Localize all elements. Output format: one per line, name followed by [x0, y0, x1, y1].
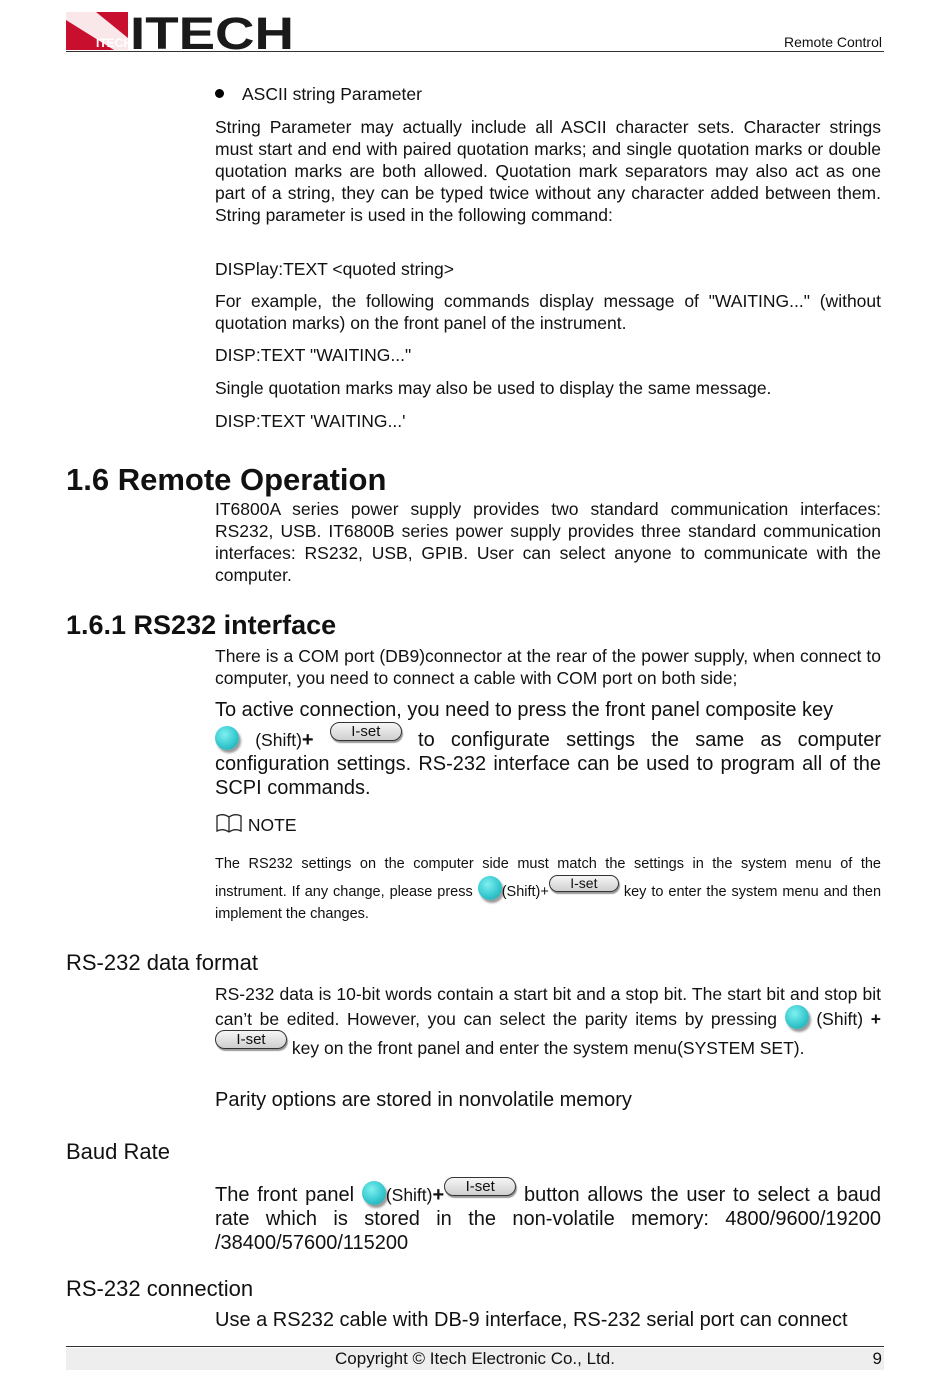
note-heading — [215, 813, 297, 836]
note-text — [215, 853, 881, 925]
ascii-paragraph-1: String Parameter may actually include all ASCII character sets. Character strings must start and end with paired quotation marks; and single quotation marks or double quotation marks are both allowed. Quotation mark separators may also act as one part of a string, they can be typed twice without any character added between them. String parameter is used in the following command: — [215, 117, 881, 225]
shift-label: (Shift) — [255, 730, 302, 750]
page-number: 9 — [872, 1349, 882, 1368]
iset-key-icon: I-set — [549, 875, 619, 892]
iset-key-icon: I-set — [330, 722, 402, 741]
plus-sign: + — [870, 1009, 881, 1029]
data-format-text-end: key on the front panel and enter the system menu(SYSTEM SET). — [291, 1038, 805, 1058]
connection-paragraph: Use a RS232 cable with DB-9 interface, RS-232 serial port can connect — [215, 1309, 848, 1331]
subheading-connection: RS-232 connection — [66, 1276, 254, 1301]
plus-sign: + — [301, 729, 314, 751]
rs232-paragraph-1: There is a COM port (DB9)connector at the rear of the power supply, when connect to computer, you need to connect a cable with COM port on both side; — [215, 646, 881, 688]
shift-key-icon — [478, 876, 502, 900]
data-format-text-start: RS-232 data is 10-bit words contain a start bit and a stop bit. The start bit and stop bit can’t be edited. However, you can select the parity items by pressing — [215, 984, 881, 1029]
data-format-paragraph — [215, 983, 881, 1059]
command-line-2: DISP:TEXT "WAITING..." — [215, 345, 412, 365]
ascii-paragraph-3: Single quotation marks may also be used to display the same message. — [215, 378, 772, 398]
remote-operation-paragraph: IT6800A series power supply provides two standard communication interfaces: RS232, USB. IT6800B series power supply provides three standard communication interfaces: RS232, USB, GPIB. User can select anyone to communicate with the computer. — [215, 499, 881, 585]
ascii-paragraph-2: For example, the following commands display message of "WAITING..." (without quotation marks) on the front panel of the instrument. — [215, 291, 881, 333]
parity-note: Parity options are stored in nonvolatile memory — [215, 1089, 632, 1111]
command-line-3: DISP:TEXT 'WAITING...' — [215, 411, 406, 431]
iset-key-icon: I-set — [215, 1030, 287, 1049]
header-divider — [66, 51, 884, 52]
shift-label: (Shift) — [816, 1009, 864, 1029]
logo-text: ITECH — [130, 10, 294, 52]
footer-copyright: Copyright © Itech Electronic Co., Ltd. — [335, 1349, 615, 1368]
note-text-end: key to enter the system menu and then implement the changes. — [215, 884, 882, 922]
footer-divider — [66, 1346, 884, 1347]
bullet-title: ASCII string Parameter — [242, 84, 422, 104]
itech-logo — [66, 10, 296, 52]
baud-rate-text-start: The front panel — [215, 1184, 355, 1206]
baud-rate-text-end: button allows the user to select a baud rate which is stored in the non-volatile memory: 4800/9600/19200 /38400/57600/115200 — [215, 1184, 881, 1254]
note-text-start: The RS232 settings on the computer side must match the settings in the system menu of the instrument. If any change, please press — [215, 856, 881, 900]
baud-rate-paragraph — [215, 1177, 881, 1255]
subheading-baud-rate: Baud Rate — [66, 1139, 170, 1164]
rs232-paragraph-2-end: to configurate settings the same as computer configuration settings. RS-232 interface can be used to program all of the SCPI commands. — [215, 729, 882, 799]
shift-key-icon — [785, 1005, 809, 1029]
section-heading-remote-operation: 1.6 Remote Operation — [66, 462, 387, 497]
rs232-paragraph-2-start: To active connection, you need to press the front panel composite key — [215, 699, 834, 721]
note-label: NOTE — [247, 815, 297, 835]
section-heading-rs232-interface: 1.6.1 RS232 interface — [66, 610, 337, 640]
iset-key-icon: I-set — [444, 1177, 516, 1196]
plus-sign: + — [432, 1184, 445, 1206]
note-shift-label: (Shift)+ — [501, 884, 549, 900]
shift-key-icon — [215, 726, 239, 750]
command-line-1: DISPlay:TEXT <quoted string> — [215, 259, 454, 279]
section-label: Remote Control — [783, 34, 882, 50]
book-icon — [215, 813, 243, 833]
subheading-data-format: RS-232 data format — [66, 950, 258, 975]
shift-key-icon — [362, 1181, 386, 1205]
rs232-paragraph-2 — [215, 698, 881, 800]
bullet-item — [215, 84, 422, 105]
shift-label: (Shift) — [385, 1185, 433, 1205]
logo-small-text: ITECH — [96, 36, 132, 50]
bullet-dot-icon — [215, 89, 224, 98]
